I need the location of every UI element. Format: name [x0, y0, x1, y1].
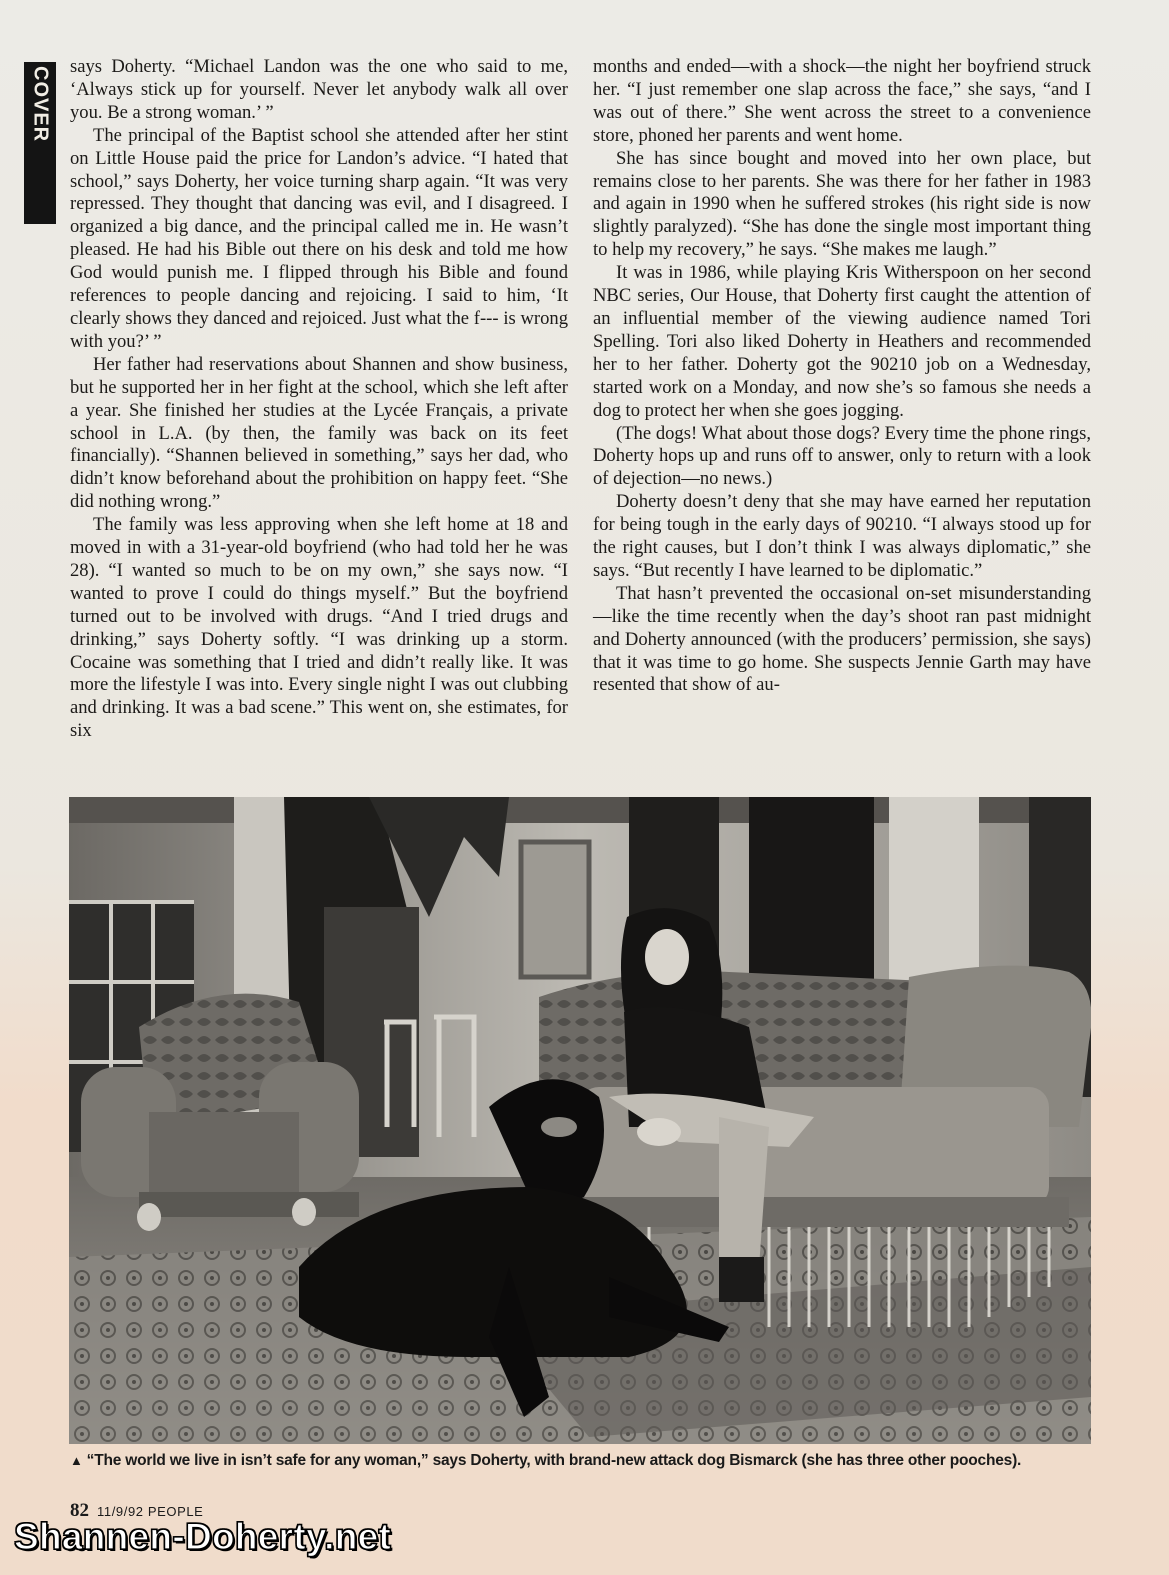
left-text-column: [70, 56, 568, 743]
body-paragraph: months and ended—with a shock—the night her boyfriend struck her. “I just remember one slap across the face,” she says, “and I was out of there.” She went across the street to a convenience store, phoned her parents and went home.: [593, 56, 1091, 146]
page-number: 82: [70, 1500, 89, 1521]
caption-triangle-icon: ▲: [70, 1453, 83, 1468]
section-tab-label: COVER: [29, 66, 52, 143]
photo-illustration: [69, 797, 1091, 1444]
body-paragraph: That hasn’t prevented the occasional on-set misunderstanding—like the time recently when the day’s shoot ran past midnight and Doherty announced (with the producers’ permission, she says) that it was time to go home. She suspects Jennie Garth may have resented that show of au-: [593, 582, 1091, 696]
body-paragraph: It was in 1986, while playing Kris Witherspoon on her second NBC series, Our House, that Doherty first caught the attention of an influential member of the viewing audience named Tori Spelling. Tori also liked Doherty in Heathers and recommended her to her father. Doherty got the 90210 job on a Wednesday, started work on a Monday, and now she’s so famous she needs a dog to protect her when she goes jogging.: [593, 262, 1091, 421]
caption-text: “The world we live in isn’t safe for any woman,” says Doherty, with brand-new attack dog Bismarck (she has three other pooches).: [86, 1452, 1022, 1469]
body-paragraph: (The dogs! What about those dogs? Every time the phone rings, Doherty hops up and runs off to answer, only to return with a look of dejection—no news.): [593, 422, 1091, 490]
body-paragraph: Doherty doesn’t deny that she may have earned her reputation for being tough in the early days of 90210. “I always stood up for the right causes, but I don’t think I was always diplomatic,” she says. “But recently I have learned to be diplomatic.”: [593, 491, 1091, 581]
body-paragraph: Her father had reservations about Shannen and show business, but he supported her in her fight at the school, which she left after a year. She finished her studies at the Lycée Français, a private school in L.A. (by then, the family was back on its feet financially). “Shannen believed in something,” says her dad, who didn’t know beforehand about the prohibition on happy feet. “She did nothing wrong.”: [70, 353, 568, 513]
body-paragraph: says Doherty. “Michael Landon was the one who said to me, ‘Always stick up for yourself. Never let anybody walk all over you. Be a strong woman.’ ”: [70, 56, 568, 123]
section-tab: [24, 62, 56, 224]
body-paragraph: The family was less approving when she left home at 18 and moved in with a 31-year-old boyfriend (who had told her he was 28). “I wanted so much to be on my own,” she says now. “I wanted to prove I could do things myself.” But the boyfriend turned out to be involved with drugs. “And I tried drugs and drinking,” says Doherty softly. “I was drinking up a storm. Cocaine was something that I tried and didn’t really like. It was more the lifestyle I was into. Every single night I was out clubbing and drinking. It was a bad scene.” This went on, she estimates, for six: [70, 514, 568, 742]
feature-photo: [69, 797, 1091, 1444]
right-text-column: [593, 56, 1091, 697]
site-watermark: Shannen-Doherty.net: [14, 1516, 392, 1557]
photo-caption: [70, 1452, 1090, 1470]
photo-mirror: [521, 842, 589, 977]
body-paragraph: The principal of the Baptist school she attended after her stint on Little House paid the price for Landon’s advice. “I hated that school,” says Doherty, her voice turning sharp again. “It was very repressed. They thought that dancing was evil, and I disagreed. I organized a big dance, and the principal called me in. He wasn’t pleased. He had his Bible out there on his desk and told me how God would punish me. I flipped through his Bible and found references to people dancing and rejoicing. I said to him, ‘It clearly shows they danced and rejoiced. Just what the f--- is wrong with you?’ ”: [70, 124, 568, 352]
issue-line: 11/9/92 PEOPLE: [97, 1504, 204, 1519]
body-paragraph: She has since bought and moved into her own place, but remains close to her parents. She was there for her father in 1983 and again in 1990 when he suffered strokes (his right side is now slightly paralyzed). “She has done the single most important thing to help my recovery,” he says. “She makes me laugh.”: [593, 147, 1091, 261]
